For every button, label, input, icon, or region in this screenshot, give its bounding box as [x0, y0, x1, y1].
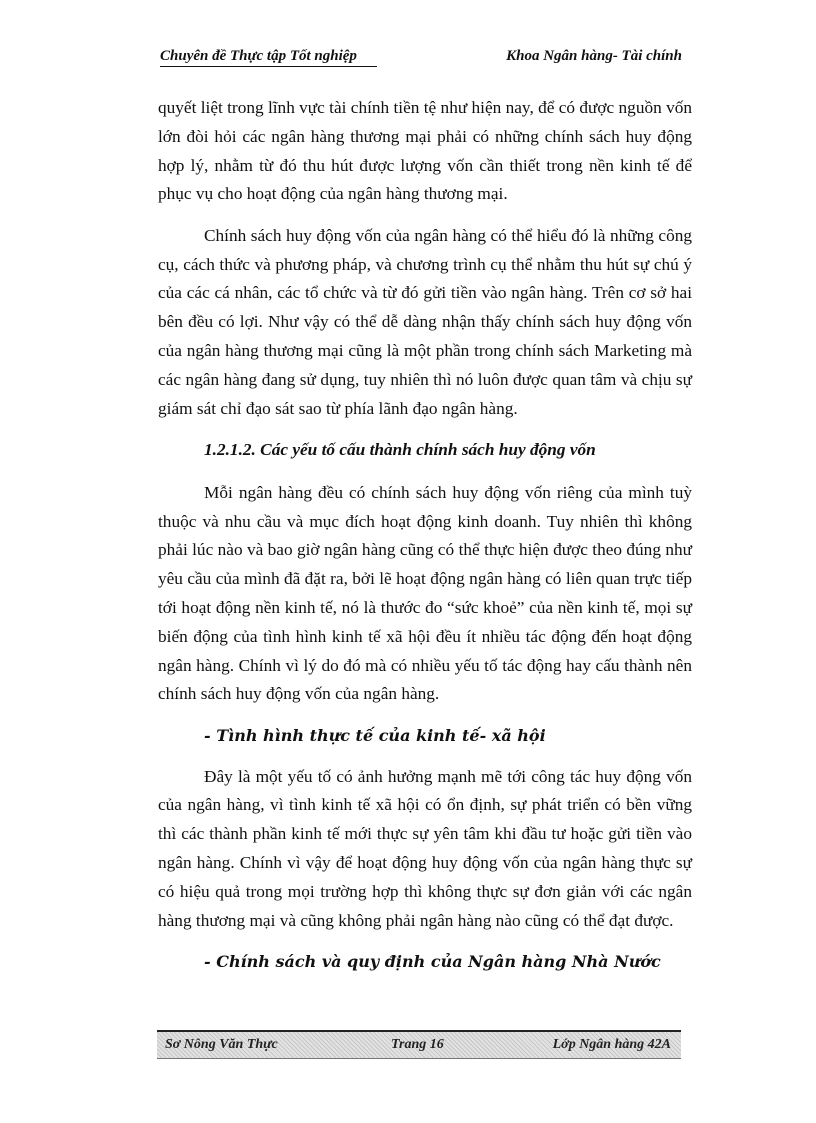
section-heading: 1.2.1.2. Các yếu tố cấu thành chính sách huy động vốn — [204, 439, 596, 459]
paragraph-4: Đây là một yếu tố có ảnh hưởng mạnh mẽ tới công tác huy động vốn của ngân hàng, vì tình kinh tế xã hội có ổn định, sự phát triển có bền vững thì các thành phần kinh tế mới thực sự yên tâm khi đầu tư hoặc gửi tiền vào ngân hàng. Chính vì vậy để hoạt động huy động vốn của ngân hàng thực sự có hiệu quả trong mọi trường hợp thì không thực sự đơn giản với các ngân hàng thương mại và cũng không phải ngân hàng nào cũng có thể đạt được. — [158, 766, 692, 930]
paragraph-3: Mỗi ngân hàng đều có chính sách huy động vốn riêng của mình tuỳ thuộc và nhu cầu và mục đích hoạt động kinh doanh. Tuy nhiên thì không phải lúc nào và bao giờ ngân hàng cũng có thể thực hiện được theo đúng như yêu cầu của mình đã đặt ra, bởi lẽ hoạt động ngân hàng có liên quan trực tiếp tới hoạt động nền kinh tế, nó là thước đo “sức khoẻ” của nền kinh tế, mọi sự biến động của tình hình kinh tế xã hội đều ít nhiều tác động đến hoạt động ngân hàng. Chính vì lý do đó mà có nhiều yếu tố tác động hay cấu thành nên chính sách huy động vốn của ngân hàng. — [158, 482, 692, 704]
header-left-title: Chuyên đề Thực tập Tốt nghiệp — [160, 48, 377, 67]
bullet-heading-1: - Tình hình thực tế của kinh tế- xã hội — [204, 725, 546, 745]
paragraph-2: Chính sách huy động vốn của ngân hàng có thể hiểu đó là những công cụ, cách thức và phương pháp, và chương trình cụ thể nhằm thu hút sự chú ý của các cá nhân, các tổ chức và từ đó gửi tiền vào ngân hàng. Trên cơ sở hai bên đều có lợi. Như vậy có thể dễ dàng nhận thấy chính sách huy động vốn của ngân hàng thương mại cũng là một phần trong chính sách Marketing mà các ngân hàng đang sử dụng, tuy nhiên thì nó luôn được quan tâm và chịu sự giám sát chỉ đạo sát sao từ phía lãnh đạo ngân hàng. — [158, 225, 692, 418]
page-header — [158, 44, 686, 70]
footer-class: Lớp Ngân hàng 42A — [552, 1037, 671, 1052]
bullet-heading-2: - Chính sách và quy định của Ngân hàng Nhà Nước — [204, 951, 661, 971]
footer-page-number: Trang 16 — [391, 1037, 444, 1052]
paragraph-1: quyết liệt trong lĩnh vực tài chính tiền tệ như hiện nay, để có được nguồn vốn lớn đòi hỏi các ngân hàng thương mại phải có những chính sách huy động hợp lý, nhằm từ đó thu hút được lượng vốn cần thiết trong nền kinh tế để phục vụ cho hoạt động của ngân hàng thương mại. — [158, 98, 692, 204]
footer-author: Sơ Nông Văn Thực — [165, 1037, 278, 1052]
document-body — [158, 94, 692, 989]
header-right-title: Khoa Ngân hàng- Tài chính — [506, 48, 682, 64]
page-footer — [157, 1030, 681, 1059]
